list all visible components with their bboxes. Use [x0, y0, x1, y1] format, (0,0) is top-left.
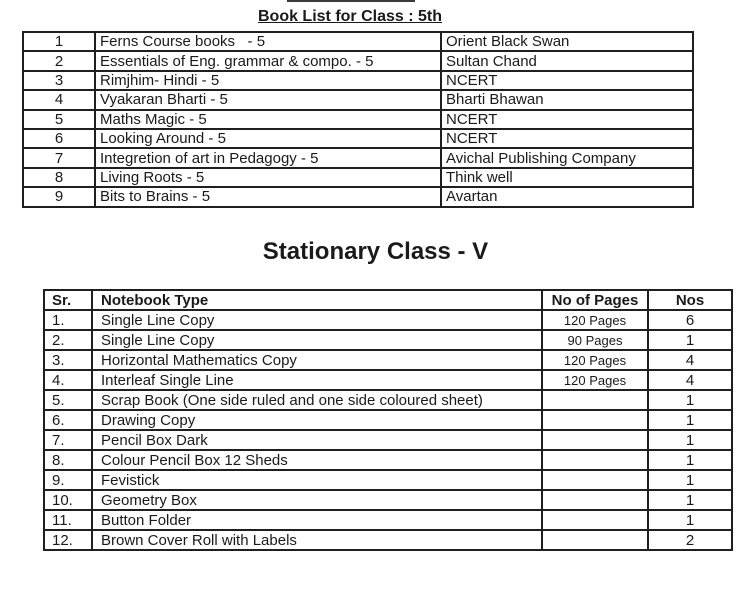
book-list-title — [22, 8, 678, 26]
book-publisher: Sultan Chand — [441, 51, 693, 70]
quantity: 2 — [648, 530, 732, 550]
book-serial: 9 — [23, 187, 95, 206]
stationary-serial: 5. — [44, 390, 92, 410]
stationary-serial: 12. — [44, 530, 92, 550]
stationary-row — [44, 330, 732, 350]
book-row — [23, 32, 693, 51]
page-count — [542, 430, 648, 450]
stationary-row — [44, 490, 732, 510]
notebook-type: Fevistick — [92, 470, 542, 490]
book-serial: 5 — [23, 110, 95, 129]
book-name: Integretion of art in Pedagogy - 5 — [95, 148, 441, 167]
notebook-type: Brown Cover Roll with Labels — [92, 530, 542, 550]
book-row — [23, 187, 693, 206]
quantity: 4 — [648, 370, 732, 390]
notebook-type: Pencil Box Dark — [92, 430, 542, 450]
book-row — [23, 90, 693, 109]
page-count — [542, 510, 648, 530]
book-serial: 4 — [23, 90, 95, 109]
stationary-row — [44, 410, 732, 430]
stationary-serial: 9. — [44, 470, 92, 490]
quantity: 1 — [648, 490, 732, 510]
book-publisher: Avichal Publishing Company — [441, 148, 693, 167]
book-row — [23, 129, 693, 148]
notebook-type: Scrap Book (One side ruled and one side coloured sheet) — [92, 390, 542, 410]
stationary-serial: 2. — [44, 330, 92, 350]
page-count: 120 Pages — [542, 370, 648, 390]
book-row — [23, 51, 693, 70]
book-row — [23, 168, 693, 187]
book-row — [23, 71, 693, 90]
book-name: Looking Around - 5 — [95, 129, 441, 148]
page-count — [542, 390, 648, 410]
stationary-serial: 10. — [44, 490, 92, 510]
page-count — [542, 490, 648, 510]
stationary-row — [44, 370, 732, 390]
quantity: 1 — [648, 330, 732, 350]
book-serial: 8 — [23, 168, 95, 187]
stationary-serial: 6. — [44, 410, 92, 430]
page-count: 90 Pages — [542, 330, 648, 350]
book-serial: 2 — [23, 51, 95, 70]
book-name: Vyakaran Bharti - 5 — [95, 90, 441, 109]
stationary-row — [44, 530, 732, 550]
stationary-table — [43, 289, 733, 551]
quantity: 1 — [648, 450, 732, 470]
quantity: 1 — [648, 410, 732, 430]
page-count — [542, 530, 648, 550]
header-type: Notebook Type — [92, 290, 542, 310]
cropped-line-artifact — [287, 0, 415, 2]
header-sr: Sr. — [44, 290, 92, 310]
book-name: Essentials of Eng. grammar & compo. - 5 — [95, 51, 441, 70]
notebook-type: Horizontal Mathematics Copy — [92, 350, 542, 370]
stationary-serial: 7. — [44, 430, 92, 450]
notebook-type: Single Line Copy — [92, 310, 542, 330]
stationary-serial: 1. — [44, 310, 92, 330]
book-serial: 1 — [23, 32, 95, 51]
stationary-header-row — [44, 290, 732, 310]
stationary-row — [44, 510, 732, 530]
notebook-type: Geometry Box — [92, 490, 542, 510]
book-row — [23, 148, 693, 167]
book-row — [23, 110, 693, 129]
stationary-row — [44, 390, 732, 410]
page-count: 120 Pages — [542, 310, 648, 330]
notebook-type: Colour Pencil Box 12 Sheds — [92, 450, 542, 470]
stationary-title: Stationary Class - V — [262, 238, 489, 265]
stationary-row — [44, 450, 732, 470]
quantity: 6 — [648, 310, 732, 330]
stationary-serial: 8. — [44, 450, 92, 470]
stationary-serial: 11. — [44, 510, 92, 530]
book-name: Rimjhim- Hindi - 5 — [95, 71, 441, 90]
book-publisher: NCERT — [441, 71, 693, 90]
stationary-serial: 3. — [44, 350, 92, 370]
notebook-type: Button Folder — [92, 510, 542, 530]
quantity: 1 — [648, 430, 732, 450]
book-list-title-text: Book List for Class : 5th — [257, 8, 443, 25]
notebook-type: Drawing Copy — [92, 410, 542, 430]
book-serial: 6 — [23, 129, 95, 148]
stationary-row — [44, 310, 732, 330]
book-publisher: Bharti Bhawan — [441, 90, 693, 109]
page-count — [542, 450, 648, 470]
header-pages: No of Pages — [542, 290, 648, 310]
page-count — [542, 470, 648, 490]
book-name: Ferns Course books - 5 — [95, 32, 441, 51]
book-publisher: NCERT — [441, 110, 693, 129]
book-publisher: NCERT — [441, 129, 693, 148]
stationary-serial: 4. — [44, 370, 92, 390]
page-count: 120 Pages — [542, 350, 648, 370]
quantity: 1 — [648, 390, 732, 410]
notebook-type: Interleaf Single Line — [92, 370, 542, 390]
book-publisher: Think well — [441, 168, 693, 187]
book-name: Bits to Brains - 5 — [95, 187, 441, 206]
stationary-row — [44, 430, 732, 450]
book-publisher: Orient Black Swan — [441, 32, 693, 51]
book-name: Living Roots - 5 — [95, 168, 441, 187]
notebook-type: Single Line Copy — [92, 330, 542, 350]
book-serial: 7 — [23, 148, 95, 167]
book-publisher: Avartan — [441, 187, 693, 206]
book-serial: 3 — [23, 71, 95, 90]
book-name: Maths Magic - 5 — [95, 110, 441, 129]
book-list-table — [22, 31, 694, 208]
quantity: 4 — [648, 350, 732, 370]
header-nos: Nos — [648, 290, 732, 310]
quantity: 1 — [648, 510, 732, 530]
page-count — [542, 410, 648, 430]
stationary-row — [44, 470, 732, 490]
quantity: 1 — [648, 470, 732, 490]
stationary-row — [44, 350, 732, 370]
